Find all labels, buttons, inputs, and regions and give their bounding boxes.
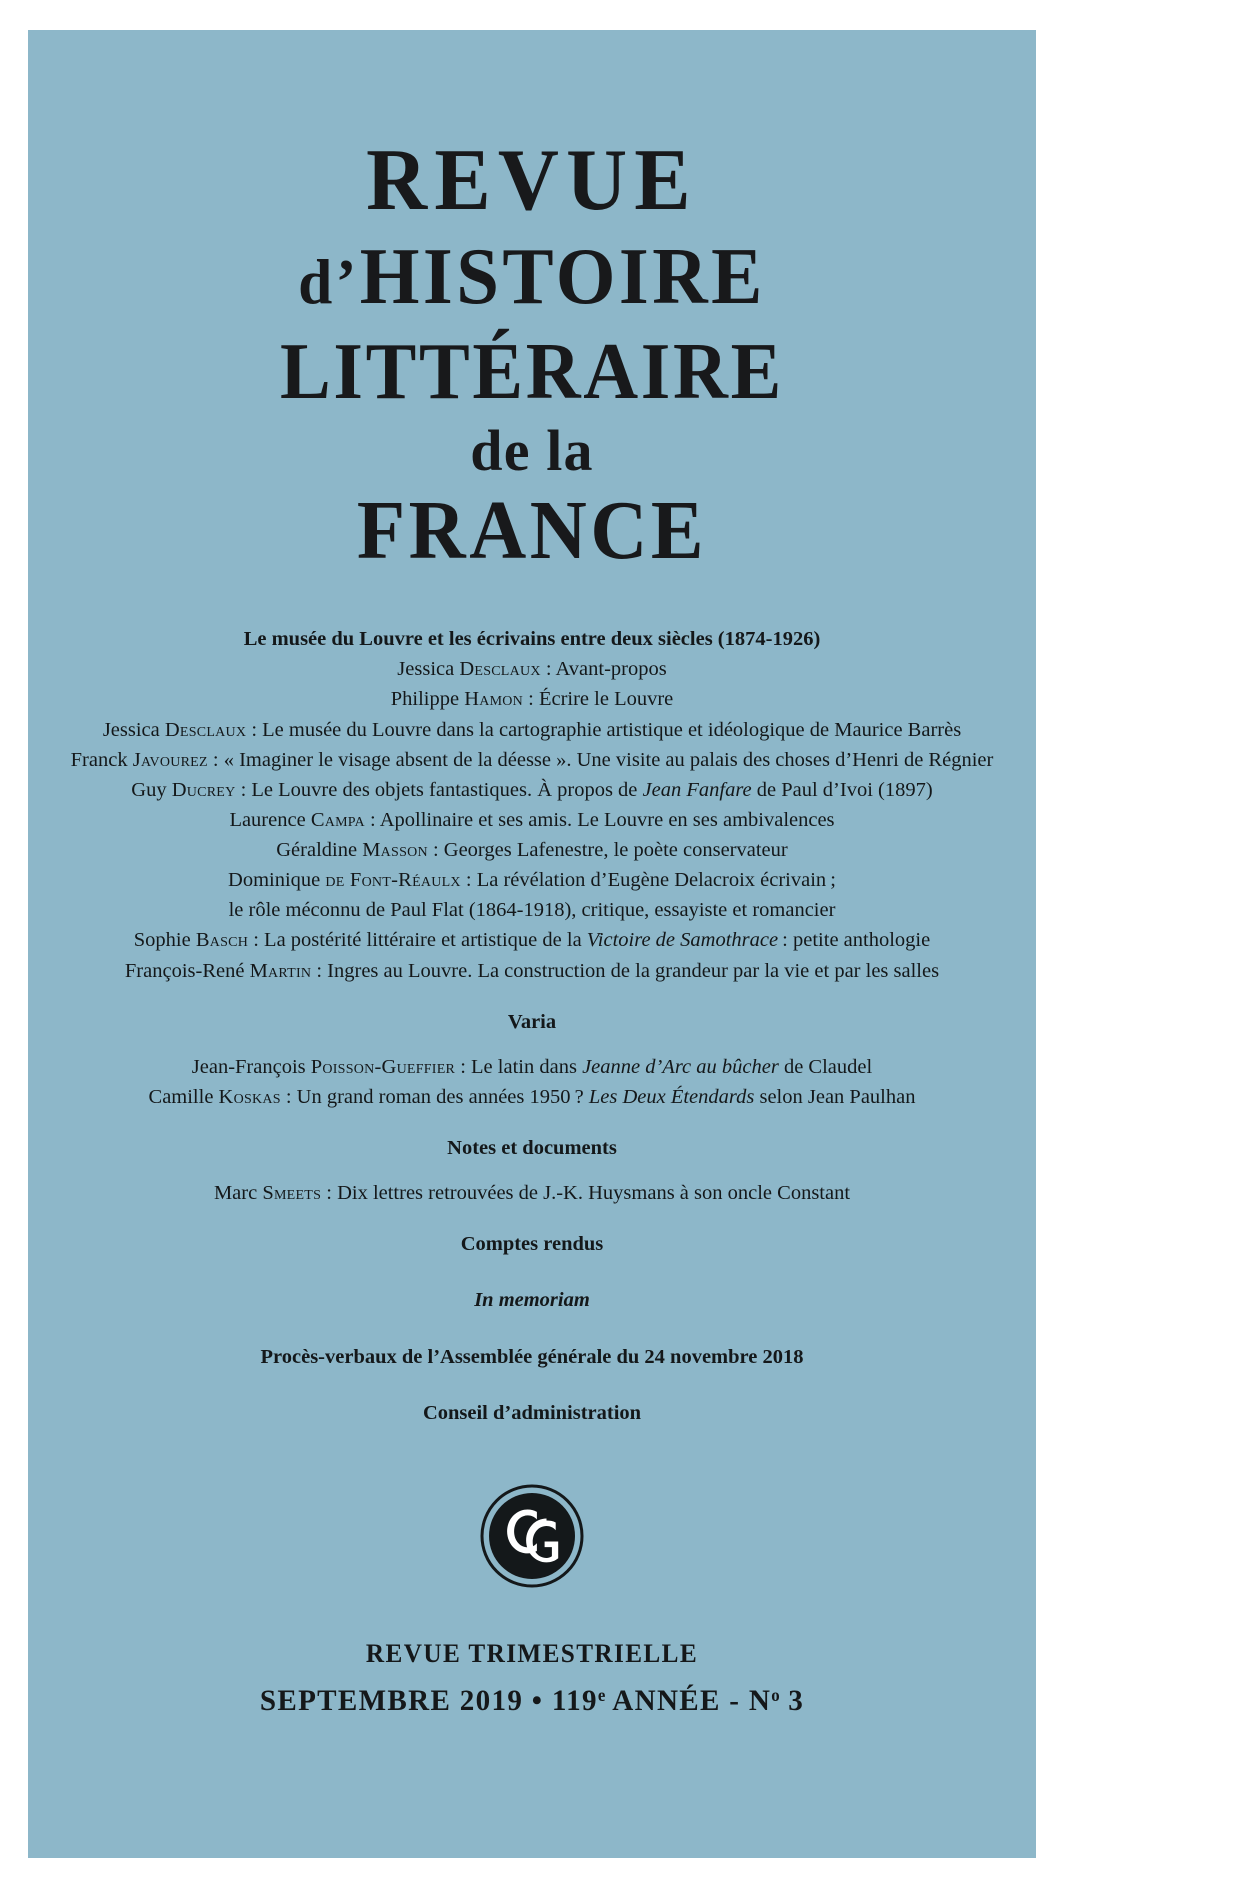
author-first-name: Géraldine — [276, 839, 363, 862]
entry-title: : Georges Lafenestre, le poète conservateur — [427, 839, 788, 862]
masthead-line-histoire — [48, 233, 1016, 322]
entry-title: : La révélation d’Eugène Delacroix écrivain ; — [460, 869, 836, 892]
entry-title-after: de Paul d’Ivoi (1897) — [751, 778, 933, 801]
entry-title-after: : petite anthologie — [778, 929, 931, 952]
toc-entry — [44, 805, 1020, 835]
author-surname: Desclaux — [164, 718, 247, 741]
toc-entry — [44, 654, 1020, 684]
toc-section-heading: Conseil d’administration — [422, 1401, 642, 1424]
section-spacer — [44, 1163, 1020, 1178]
footer-annee-ordinal: e — [597, 1684, 606, 1705]
author-first-name: Franck — [70, 748, 133, 771]
author-first-name: Jean-François — [191, 1055, 311, 1078]
entry-title: : Écrire le Louvre — [523, 688, 674, 711]
toc-section-heading-in-memoriam: In memoriam — [474, 1289, 590, 1312]
table-of-contents — [28, 624, 1036, 1428]
author-surname: Poisson-Gueffier — [310, 1055, 456, 1078]
author-first-name: Dominique — [228, 869, 326, 892]
classiques-garnier-logo-icon — [480, 1484, 584, 1588]
footer-numero-ordinal: o — [771, 1684, 780, 1705]
masthead — [28, 30, 1036, 577]
masthead-histoire-word: HISTOIRE — [359, 233, 766, 322]
author-surname: Martin — [249, 959, 312, 982]
section-spacer — [44, 1372, 1020, 1398]
toc-entry — [44, 925, 1020, 955]
toc-entry — [44, 956, 1020, 986]
author-first-name: Camille — [148, 1085, 219, 1108]
author-surname: Ducrey — [171, 778, 236, 801]
toc-entry — [44, 745, 1020, 775]
author-surname: Masson — [362, 839, 428, 862]
footer-periodicity: REVUE TRIMESTRIELLE — [365, 1638, 699, 1668]
entry-title-italic: Jean Fanfare — [642, 778, 752, 801]
entry-title-before: : Le Louvre des objets fantastiques. À propos de — [235, 778, 643, 801]
entry-title-before: : Un grand roman des années 1950 ? — [280, 1085, 589, 1108]
section-spacer — [44, 1037, 1020, 1052]
author-first-name: Philippe — [390, 688, 465, 711]
toc-section-heading: Procès-verbaux de l’Assemblée générale du 24 novembre 2018 — [260, 1345, 804, 1368]
masthead-line-dela: de la — [470, 418, 594, 484]
entry-title-italic: Les Deux Étendards — [588, 1085, 755, 1108]
toc-entry-continuation: le rôle méconnu de Paul Flat (1864-1918), critique, essayiste et romancier — [228, 899, 836, 922]
entry-title: : Dix lettres retrouvées de J.-K. Huysmans à son oncle Constant — [321, 1182, 851, 1205]
toc-entry — [44, 715, 1020, 745]
entry-title-italic: Jeanne d’Arc au bûcher — [582, 1055, 779, 1078]
publisher-logo-container — [28, 1484, 1036, 1593]
entry-title: : Avant-propos — [540, 658, 667, 681]
section-spacer — [44, 1208, 1020, 1229]
entry-title-before: : Le latin dans — [455, 1055, 583, 1078]
masthead-prefix-d: d’ — [298, 246, 360, 318]
section-spacer — [44, 1316, 1020, 1342]
author-first-name: Marc — [213, 1182, 263, 1205]
author-first-name: Jessica — [102, 718, 165, 741]
author-surname: Koskas — [218, 1085, 281, 1108]
section-spacer — [44, 1112, 1020, 1133]
footer-issue-number: 3 — [779, 1683, 805, 1717]
entry-title-after: de Claudel — [778, 1055, 873, 1078]
author-surname: Desclaux — [459, 658, 541, 681]
author-surname: de Font-Réaulx — [325, 869, 461, 892]
toc-entry — [44, 775, 1020, 805]
toc-entry — [44, 684, 1020, 714]
author-first-name: Laurence — [229, 808, 311, 831]
footer-issue-info — [43, 1684, 1021, 1718]
author-surname: Javourez — [132, 748, 208, 771]
masthead-line-france: FRANCE — [356, 483, 708, 577]
toc-entry — [44, 1052, 1020, 1082]
toc-entry — [44, 1082, 1020, 1112]
toc-entry — [44, 865, 1020, 895]
author-surname: Basch — [195, 929, 249, 952]
toc-section-heading: Varia — [507, 1010, 557, 1033]
author-surname: Hamon — [464, 688, 524, 711]
toc-entry — [44, 1178, 1020, 1208]
toc-section-heading: Notes et documents — [447, 1137, 617, 1160]
entry-title: : Ingres au Louvre. La construction de la grandeur par la vie et par les salles — [311, 959, 940, 982]
entry-title: : Le musée du Louvre dans la cartographie artistique et idéologique de Maurice Barrès — [246, 718, 962, 741]
author-first-name: François-René — [124, 959, 250, 982]
toc-entry — [44, 835, 1020, 865]
footer-annee-label: ANNÉE - N — [605, 1683, 772, 1717]
masthead-line-revue: REVUE — [366, 132, 698, 229]
author-surname: Smeets — [262, 1182, 322, 1205]
section-spacer — [44, 986, 1020, 1007]
toc-section-heading: Comptes rendus — [460, 1233, 604, 1256]
author-first-name: Sophie — [133, 929, 196, 952]
author-first-name: Jessica — [397, 658, 460, 681]
entry-title-italic: Victoire de Samothrace — [586, 929, 779, 952]
masthead-line-litteraire: LITTÉRAIRE — [280, 327, 784, 416]
journal-cover — [28, 30, 1036, 1858]
cover-footer — [28, 1639, 1036, 1718]
author-surname: Campa — [310, 808, 365, 831]
footer-date: SEPTEMBRE 2019 • 119 — [259, 1683, 598, 1717]
toc-section-heading: Le musée du Louvre et les écrivains entre deux siècles (1874-1926) — [243, 628, 821, 651]
entry-title-after: selon Jean Paulhan — [754, 1085, 916, 1108]
section-spacer — [44, 1259, 1020, 1285]
author-first-name: Guy — [131, 778, 172, 801]
entry-title: : « Imaginer le visage absent de la déesse ». Une visite au palais des choses d’Henri de Régnier — [207, 748, 994, 771]
entry-title-before: : La postérité littéraire et artistique de la — [248, 929, 587, 952]
entry-title: : Apollinaire et ses amis. Le Louvre en ses ambivalences — [364, 808, 835, 831]
